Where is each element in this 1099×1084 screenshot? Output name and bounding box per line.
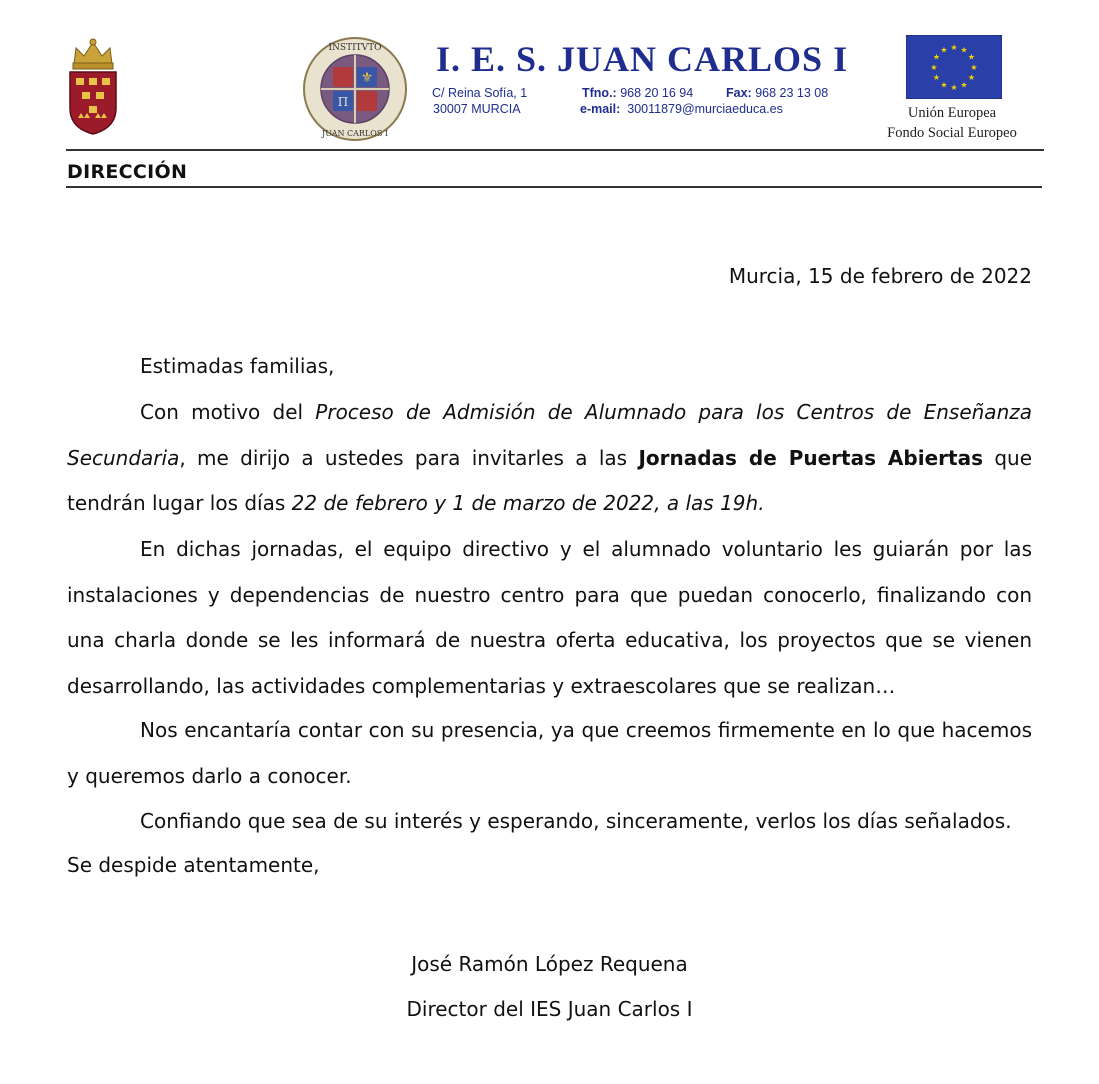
svg-text:★: ★ <box>967 73 976 82</box>
svg-text:★: ★ <box>967 52 976 62</box>
p1-text-e: que tendrán lugar los días <box>67 445 1032 515</box>
school-seal-logo <box>302 36 408 142</box>
fax-number: 968 23 13 08 <box>755 86 829 100</box>
fax-label: Fax: <box>726 86 752 100</box>
svg-text:⚜: ⚜ <box>360 70 374 86</box>
svg-text:★: ★ <box>970 63 978 72</box>
paragraph-invitation <box>67 390 1032 527</box>
svg-text:★: ★ <box>940 45 948 55</box>
phone-number: 968 20 16 94 <box>620 86 694 100</box>
svg-text:★: ★ <box>960 45 968 55</box>
esf-label: Fondo Social Europeo <box>887 125 1017 141</box>
school-name: I. E. S. JUAN CARLOS I <box>436 39 849 79</box>
signer-name: José Ramón López Requena <box>411 952 688 976</box>
eu-flag-logo <box>906 35 1002 99</box>
school-email <box>580 102 783 116</box>
closing-line: Se despide atentamente, <box>67 853 320 877</box>
p1-event-name: Jornadas de Puertas Abiertas <box>638 445 983 470</box>
svg-text:★: ★ <box>940 80 948 90</box>
p1-text-c: , me dirijo a ustedes para invitarles a las <box>179 445 639 470</box>
header-divider-top <box>66 149 1044 151</box>
svg-text:★: ★ <box>932 73 941 82</box>
school-phone <box>582 86 693 100</box>
greeting: Estimadas familias, <box>140 354 335 378</box>
eu-label: Unión Europea <box>907 105 997 121</box>
email-address: 30011879@murciaeduca.es <box>627 102 783 116</box>
seal-text-top: INSTITVTO <box>328 43 382 53</box>
signer-title: Director del IES Juan Carlos I <box>406 997 693 1021</box>
p1-process-name: Proceso de Admisión de Alumnado para los Centros de Enseñanza Secundaria <box>67 400 1032 470</box>
department-heading: DIRECCIÓN <box>67 161 188 183</box>
svg-text:Π: Π <box>337 95 349 109</box>
murcia-coat-of-arms-logo <box>64 36 122 136</box>
p1-text-a: Con motivo del <box>140 400 316 424</box>
seal-text-bottom: JUAN CARLOS I <box>322 129 388 138</box>
school-city: 30007 MURCIA <box>433 102 521 116</box>
svg-text:★: ★ <box>932 52 941 62</box>
header-divider-bottom <box>66 186 1042 188</box>
svg-text:★: ★ <box>930 63 938 72</box>
school-fax <box>726 86 828 100</box>
svg-text:★: ★ <box>950 83 958 92</box>
svg-text:★: ★ <box>960 80 968 90</box>
school-address: C/ Reina Sofía, 1 <box>432 86 528 100</box>
svg-text:★: ★ <box>950 43 958 52</box>
paragraph-details: En dichas jornadas, el equipo directivo y el alumnado voluntario les guiarán por las instalaciones y dependencias de nuestro centro para que puedan conocerlo, finalizando con una charla donde se les informará de nuestra oferta educativa, los proyectos que se vienen desarrollando, las actividades complementarias y extraescolares que se realizan… <box>67 537 1032 698</box>
paragraph-interest: Confiando que sea de su interés y esperando, sinceramente, verlos los días señalados. <box>140 809 1012 833</box>
p1-event-dates: 22 de febrero y 1 de marzo de 2022, a las 19h. <box>291 491 765 515</box>
phone-label: Tfno.: <box>582 86 617 100</box>
email-label: e-mail: <box>580 102 621 116</box>
paragraph-presence: Nos encantaría contar con su presencia, ya que creemos firmemente en lo que hacemos y queremos darlo a conocer. <box>67 718 1032 788</box>
letter-date: Murcia, 15 de febrero de 2022 <box>728 264 1032 288</box>
